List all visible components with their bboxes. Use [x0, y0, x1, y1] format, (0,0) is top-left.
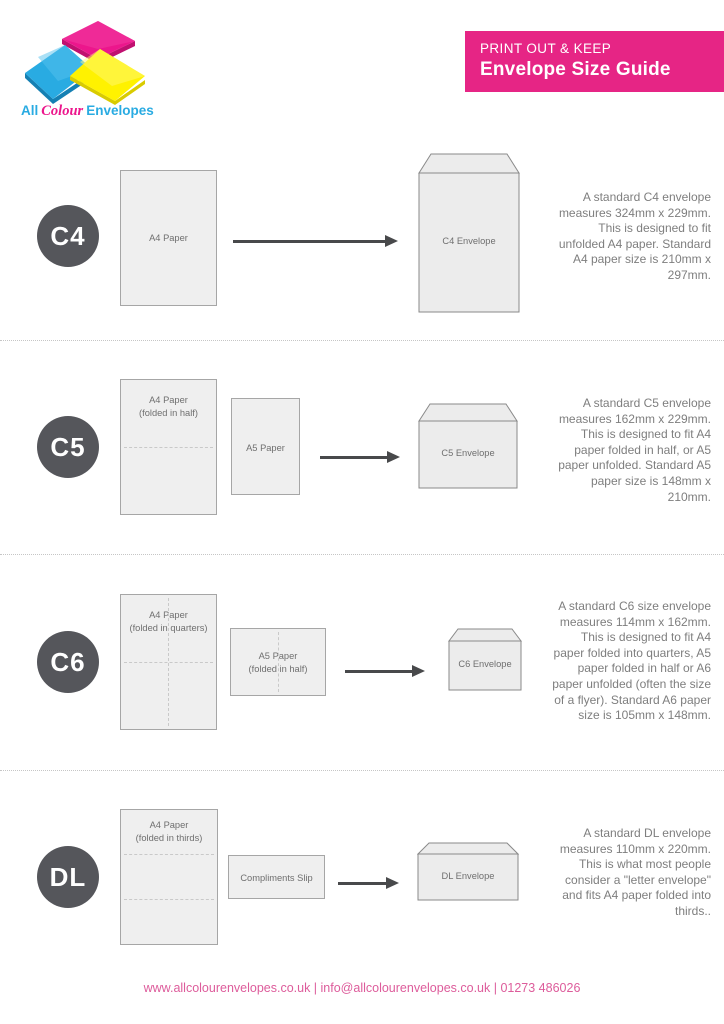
envelope-c5-icon: [418, 403, 518, 489]
envelope-c4-label: C4 Envelope: [442, 236, 496, 246]
paper-title: A4 Paper: [149, 820, 189, 830]
envelope-dl-label: DL Envelope: [441, 871, 495, 881]
fold-line: [168, 598, 169, 726]
logo-envelopes-icon: [20, 6, 155, 106]
size-badge-c4: C4: [37, 205, 99, 267]
paper-a4: [120, 170, 217, 306]
paper-title: Compliments Slip: [240, 873, 313, 883]
paper-a4-label: A4 Paper: [149, 233, 188, 243]
brand-word-all: All: [21, 103, 39, 118]
arrow-icon: [345, 670, 412, 673]
brand-word-envelopes: Envelopes: [86, 103, 154, 118]
footer-contact-info: www.allcolourenvelopes.co.uk | info@allcolourenvelopes.co.uk | 01273 486026: [143, 981, 581, 995]
paper-compliments-slip: [228, 855, 325, 899]
row-divider: [0, 554, 724, 555]
fold-line: [124, 854, 214, 855]
row-divider: [0, 340, 724, 341]
paper-title: A4 Paper: [149, 610, 188, 620]
paper-a5-folded-half: [230, 628, 326, 696]
envelope-c5: [418, 403, 518, 489]
description-c6: A standard C6 size envelope measures 114mm x 162mm. This is designed to fit A4 paper folded into quarters, A5 paper folded in half or A6 paper unfolded (often the size of a flyer). Standard A6 paper size is 105mm x 148mm.: [552, 599, 711, 723]
arrow-icon: [320, 456, 387, 459]
paper-title: A5 Paper: [258, 651, 298, 661]
envelope-c5-label: C5 Envelope: [441, 448, 495, 458]
paper-a4-folded-quarters: [120, 594, 217, 730]
paper-title: A5 Paper: [246, 443, 285, 453]
size-badge-c5: C5: [37, 416, 99, 478]
paper-a5: [231, 398, 300, 495]
page-title: Envelope Size Guide: [480, 59, 671, 80]
brand-wordmark: [21, 103, 154, 120]
paper-subtitle: (folded in half): [139, 407, 198, 418]
description-c5: A standard C5 envelope measures 162mm x 229mm. This is designed to fit A4 paper folded in half, or A5 paper unfolded. Standard A5 paper size is 148mm x 210mm.: [558, 396, 711, 504]
description-dl: A standard DL envelope measures 110mm x 220mm. This is what most people consider a "letter envelope" and fits A4 paper folded into thirds..: [559, 826, 711, 918]
paper-subtitle: (folded in quarters): [129, 622, 208, 633]
envelope-c4-icon: [418, 153, 520, 313]
arrow-icon: [233, 240, 385, 243]
brand-word-colour: Colour: [41, 103, 84, 119]
paper-a4-folded-thirds: [120, 809, 218, 945]
paper-subtitle: (folded in thirds): [135, 832, 203, 843]
arrow-icon: [338, 882, 386, 885]
fold-line: [124, 899, 214, 900]
envelope-dl: [417, 842, 519, 901]
size-badge-dl: DL: [37, 846, 99, 908]
fold-line: [124, 447, 213, 448]
banner-kicker: PRINT OUT & KEEP: [480, 41, 612, 56]
title-banner: [465, 31, 724, 92]
row-divider: [0, 770, 724, 771]
paper-a4-folded-half: [120, 379, 217, 515]
envelope-c6: [448, 628, 522, 691]
description-c4: A standard C4 envelope measures 324mm x 229mm. This is designed to fit unfolded A4 paper. Standard A4 paper size is 210mm x 297mm.: [558, 190, 711, 282]
paper-title: A4 Paper: [149, 395, 188, 405]
envelope-c4: [418, 153, 520, 313]
fold-line: [278, 632, 279, 692]
brand-logo: [20, 6, 170, 126]
envelope-c6-label: C6 Envelope: [458, 659, 512, 669]
paper-subtitle: (folded in half): [248, 663, 308, 674]
size-badge-c6: C6: [37, 631, 99, 693]
